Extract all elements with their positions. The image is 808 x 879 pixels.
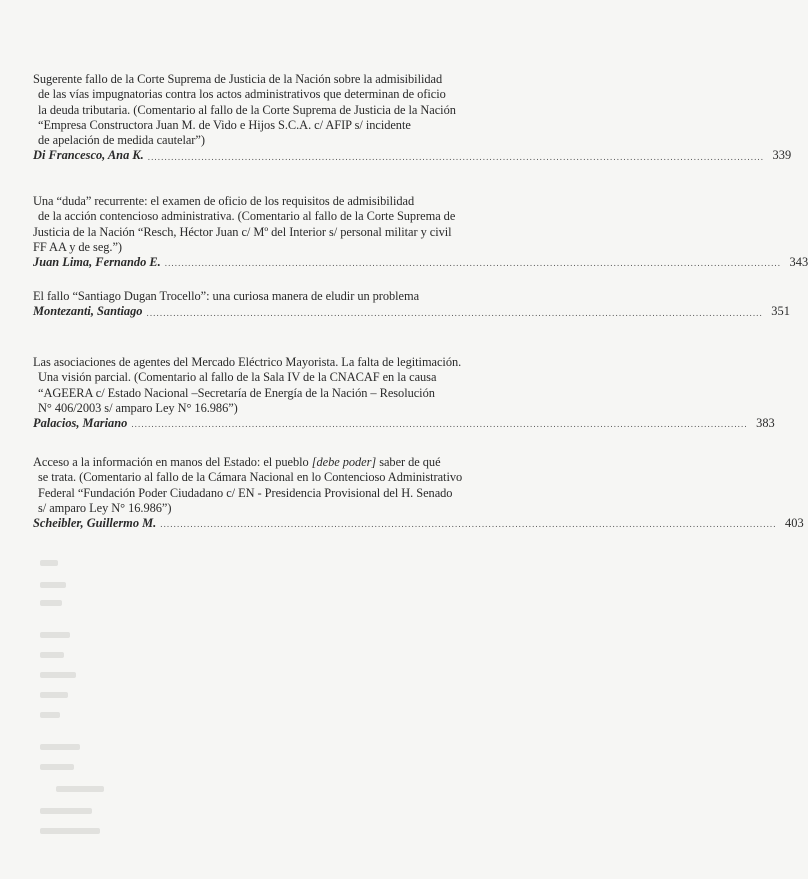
title-line: s/ amparo Ley N° 16.986”) bbox=[38, 500, 172, 515]
entry-author: Di Francesco, Ana K. bbox=[33, 148, 144, 163]
entry-page-number: 403 bbox=[785, 516, 804, 531]
dot-leader: ........................................................................................................................................................................................ bbox=[164, 258, 782, 269]
dot-leader: ........................................................................................................................................................................................ bbox=[147, 151, 765, 162]
entry-title bbox=[33, 455, 545, 516]
title-line: Justicia de la Nación “Resch, Héctor Juan c/ Mº del Interior s/ personal militar y civil bbox=[33, 224, 452, 239]
entry-author: Montezanti, Santiago bbox=[33, 304, 143, 319]
dot-leader: ........................................................................................................................................................................................ bbox=[131, 419, 748, 430]
entry-page-number: 339 bbox=[772, 148, 792, 163]
title-line: se trata. (Comentario al fallo de la Cámara Nacional en lo Contencioso Administrativo bbox=[38, 470, 463, 485]
title-line: Sugerente fallo de la Corte Suprema de Justicia de la Nación sobre la admisibilidad bbox=[33, 72, 443, 86]
title-line: Federal “Fundación Poder Ciudadano c/ EN - Presidencia Provisional del H. Senado bbox=[38, 485, 453, 500]
title-line: de las vías impugnatorias contra los actos administrativos que determinan de oficio bbox=[38, 87, 446, 102]
entry-title bbox=[33, 194, 545, 255]
author-line bbox=[33, 516, 804, 531]
toc-entry bbox=[33, 289, 790, 320]
author-line bbox=[33, 416, 775, 431]
dot-leader: ........................................................................................................................................................................................ bbox=[146, 307, 763, 318]
title-line: “Empresa Constructora Juan M. de Vido e Hijos S.C.A. c/ AFIP s/ incidente bbox=[38, 117, 411, 132]
toc-entry bbox=[33, 72, 792, 164]
bleed-through-texture bbox=[0, 540, 140, 860]
title-line: de la acción contencioso administrativa. (Comentario al fallo de la Corte Suprema de bbox=[38, 209, 456, 224]
dot-leader: ........................................................................................................................................................................................ bbox=[160, 519, 777, 530]
entry-author: Palacios, Mariano bbox=[33, 416, 128, 431]
entry-page-number: 343 bbox=[789, 255, 808, 270]
title-line: “AGEERA c/ Estado Nacional –Secretaría de Energía de la Nación – Resolución bbox=[38, 385, 435, 400]
title-emphasis: [debe poder] bbox=[311, 455, 377, 469]
title-line: de apelación de medida cautelar”) bbox=[38, 133, 205, 148]
author-line bbox=[33, 304, 790, 319]
title-line: la deuda tributaria. (Comentario al fallo de la Corte Suprema de Justicia de la Nación bbox=[38, 102, 456, 117]
title-line: N° 406/2003 s/ amparo Ley N° 16.986”) bbox=[38, 400, 238, 415]
title-line: El fallo “Santiago Dugan Trocello”: una curiosa manera de eludir un problema bbox=[33, 289, 420, 303]
title-line: Una visión parcial. (Comentario al fallo de la Sala IV de la CNACAF en la causa bbox=[38, 370, 437, 385]
title-line: Las asociaciones de agentes del Mercado Eléctrico Mayorista. La falta de legitimación. bbox=[33, 355, 462, 369]
toc-entry bbox=[33, 194, 808, 270]
author-line bbox=[33, 255, 808, 270]
title-line: Una “duda” recurrente: el examen de oficio de los requisitos de admisibilidad bbox=[33, 194, 415, 208]
author-line bbox=[33, 148, 792, 163]
title-line: Acceso a la información en manos del Estado: el pueblo [debe poder] saber de qué bbox=[33, 455, 441, 469]
entry-author: Juan Lima, Fernando E. bbox=[33, 255, 161, 270]
entry-title bbox=[33, 72, 545, 148]
entry-page-number: 351 bbox=[771, 304, 790, 319]
entry-page-number: 383 bbox=[756, 416, 775, 431]
entry-title bbox=[33, 355, 545, 416]
entry-title bbox=[33, 289, 545, 304]
title-line: FF AA y de seg.”) bbox=[33, 239, 122, 254]
toc-entry bbox=[33, 455, 804, 531]
entry-author: Scheibler, Guillermo M. bbox=[33, 516, 157, 531]
toc-entry bbox=[33, 355, 775, 431]
